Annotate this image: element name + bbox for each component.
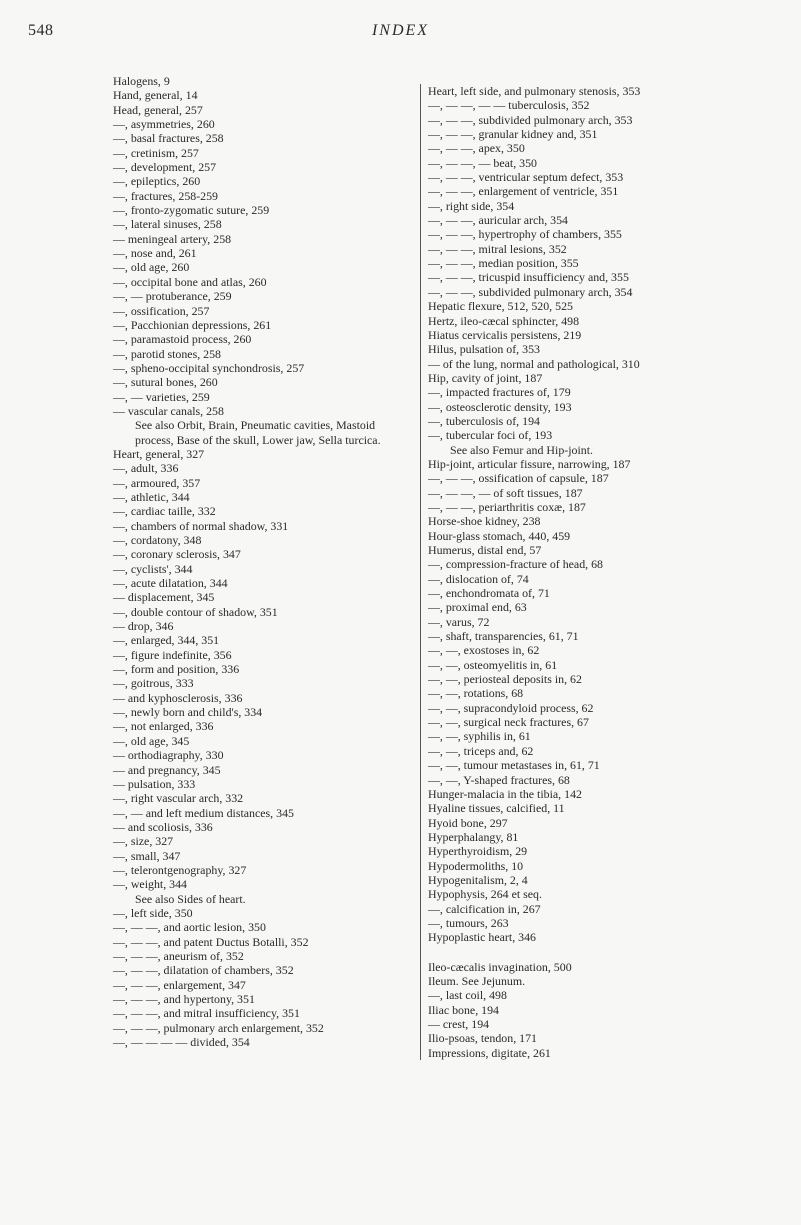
index-entry: —, paramastoid process, 260 [113,332,252,347]
index-entry: —, osteosclerotic density, 193 [428,399,572,414]
index-entry: —, development, 257 [113,160,217,175]
index-entry: —, nose and, 261 [113,246,197,261]
index-entry: —, double contour of shadow, 351 [113,604,278,619]
index-entry: —, parotid stones, 258 [113,346,221,361]
index-entry: Hiatus cervicalis persistens, 219 [428,327,582,342]
index-entry: —, —, periosteal deposits in, 62 [428,672,582,687]
index-entry: — meningeal artery, 258 [113,231,232,246]
index-entry: —, dislocation of, 74 [428,571,529,586]
index-entry: —, Pacchionian depressions, 261 [113,317,272,332]
index-entry: — pulsation, 333 [113,776,196,791]
index-entry: —, — protuberance, 259 [113,289,232,304]
index-entry: Hour-glass stomach, 440, 459 [428,528,571,543]
index-entry: —, goitrous, 333 [113,676,194,691]
index-entry: —, calcification in, 267 [428,901,541,916]
index-entry: —, adult, 336 [113,461,179,476]
index-entry: —, enchondromata of, 71 [428,586,550,601]
index-entry: — vascular canals, 258 [113,403,224,418]
index-entry: —, —, tumour metastases in, 61, 71 [428,758,600,773]
index-entry: Hip-joint, articular fissure, narrowing, 187 [428,456,631,471]
index-entry: —, — —, and hypertony, 351 [113,992,255,1006]
index-entry: — crest, 194 [428,1017,490,1031]
see-also-reference: See also Femur and Hip-joint. [450,442,593,457]
index-entry: —, — —, apex, 350 [428,141,525,156]
index-entry: —, basal fractures, 258 [113,131,224,146]
index-entry: — orthodiagraphy, 330 [113,748,224,763]
index-entry: —, form and position, 336 [113,662,240,677]
index-entry: —, telerontgenography, 327 [113,862,247,877]
index-entry: —, — —, subdivided pulmonary arch, 353 [428,112,633,127]
index-entry: Hepatic flexure, 512, 520, 525 [428,299,573,314]
index-entry: —, right vascular arch, 332 [113,791,244,806]
index-entry: —, — —, ventricular septum defect, 353 [428,170,624,185]
index-entry: —, newly born and child's, 334 [113,705,263,720]
index-gap [428,945,788,960]
see-also-reference: See also Orbit, Brain, Pneumatic cavities, Mastoid process, Base of the skull, Lower jaw, Sella turcica. [135,418,381,447]
index-entry: Ileum. See Jejunum. [428,973,526,988]
index-entry: Ileo-cæcalis invagination, 500 [428,959,572,974]
index-entry: —, — —, aneurism of, 352 [113,948,244,963]
index-entry: Hilus, pulsation of, 353 [428,342,540,357]
index-entry: —, — —, enlargement, 347 [113,977,246,992]
index-entry: — and scoliosis, 336 [113,819,213,834]
index-entry: Head, general, 257 [113,102,203,117]
index-entry: —, armoured, 357 [113,475,201,490]
index-entry: —, impacted fractures of, 179 [428,385,571,400]
index-entry: —, fronto-zygomatic suture, 259 [113,203,270,218]
index-entry: —, —, syphilis in, 61 [428,729,531,744]
index-entry: —, compression-fracture of head, 68 [428,557,603,572]
index-entry: — and pregnancy, 345 [113,762,221,777]
index-entry: Horse-shoe kidney, 238 [428,514,541,529]
index-entry: —, epileptics, 260 [113,174,201,189]
index-entry: —, — —, mitral lesions, 352 [428,241,567,256]
index-entry: —, — —, and mitral insufficiency, 351 [113,1006,300,1021]
index-entry: —, —, rotations, 68 [428,686,524,701]
index-entry: Hunger-malacia in the tibia, 142 [428,786,582,801]
index-entry: —, lateral sinuses, 258 [113,217,222,232]
index-entry: —, old age, 260 [113,260,190,275]
index-entry: —, — —, median position, 355 [428,256,579,271]
index-entry: Impressions, digitate, 261 [428,1045,551,1060]
index-entry: —, cordatony, 348 [113,533,202,547]
index-entry: —, proximal end, 63 [428,600,527,615]
index-entry: —, asymmetries, 260 [113,117,215,132]
index-entry: Ilio-psoas, tendon, 171 [428,1031,537,1046]
index-entry: —, — —, and aortic lesion, 350 [113,920,266,935]
index-entry: —, weight, 344 [113,877,187,892]
index-column-right [420,84,788,1060]
index-entry: Heart, general, 327 [113,446,205,461]
index-entry: —, small, 347 [113,848,181,863]
index-entry: —, —, triceps and, 62 [428,743,534,758]
index-entry: —, last coil, 498 [428,988,507,1003]
index-entry: —, — —, hypertrophy of chambers, 355 [428,227,622,242]
index-entry: — displacement, 345 [113,590,215,605]
index-entry: —, — —, and patent Ductus Botalli, 352 [113,934,309,949]
index-entry: Hypophysis, 264 et seq. [428,887,542,902]
index-entry: —, shaft, transparencies, 61, 71 [428,629,579,644]
index-entry: —, — —, subdivided pulmonary arch, 354 [428,284,633,299]
index-entry: —, — — — — divided, 354 [113,1035,250,1050]
index-entry: —, chambers of normal shadow, 331 [113,518,289,533]
index-entry: Hip, cavity of joint, 187 [428,370,543,385]
index-entry: —, — —, dilatation of chambers, 352 [113,963,294,978]
index-entry: —, — —, granular kidney and, 351 [428,127,598,142]
index-entry: —, tubercular foci of, 193 [428,428,553,443]
running-head: INDEX [371,22,430,39]
index-entry: —, sutural bones, 260 [113,375,218,390]
index-entry: Humerus, distal end, 57 [428,543,542,557]
index-entry: —, cardiac taille, 332 [113,504,216,519]
index-entry: —, acute dilatation, 344 [113,576,228,591]
index-entry: — of the lung, normal and pathological, 310 [428,356,640,371]
index-entry: —, tuberculosis of, 194 [428,413,540,428]
index-entry: —, — —, — beat, 350 [428,155,537,170]
index-entry: Hyaline tissues, calcified, 11 [428,801,565,816]
index-entry: Hyperthyroidism, 29 [428,844,528,859]
index-entry: —, — —, tricuspid insufficiency and, 355 [428,270,629,285]
index-entry: —, — —, periarthritis coxæ, 187 [428,499,586,514]
index-column-left [113,74,413,1049]
page-number: 548 [28,22,54,39]
index-entry: — drop, 346 [113,619,174,634]
index-entry: —, enlarged, 344, 351 [113,633,220,648]
index-entry: —, —, exostoses in, 62 [428,643,540,658]
index-entry: —, not enlarged, 336 [113,719,214,734]
index-entry: —, tumours, 263 [428,915,509,930]
index-entry: —, right side, 354 [428,198,515,213]
index-entry: — and kyphosclerosis, 336 [113,690,243,705]
index-entry: Hertz, ileo-cæcal sphincter, 498 [428,313,580,328]
index-entry: —, size, 327 [113,834,174,849]
index-entry: —, varus, 72 [428,614,490,629]
index-entry: —, — —, — of soft tissues, 187 [428,485,583,500]
index-entry: —, —, Y-shaped fractures, 68 [428,772,570,787]
index-entry: —, — —, auricular arch, 354 [428,213,568,228]
index-entry: —, — —, ossification of capsule, 187 [428,471,609,486]
index-entry: Hyperphalangy, 81 [428,829,519,844]
index-entry: Hyoid bone, 297 [428,815,508,830]
index-entry: —, — varieties, 259 [113,389,210,404]
index-entry: Hand, general, 14 [113,88,198,103]
index-entry: —, fractures, 258-259 [113,188,219,203]
index-entry: —, —, osteomyelitis in, 61 [428,657,558,672]
index-entry: —, — —, enlargement of ventricle, 351 [428,184,619,199]
index-entry: —, left side, 350 [113,905,193,920]
index-entry: —, — and left medium distances, 345 [113,805,294,820]
index-entry: —, ossification, 257 [113,303,210,318]
index-entry: —, figure indefinite, 356 [113,647,232,662]
index-entry: —, cyclists', 344 [113,561,193,576]
page-header [0,22,801,46]
index-entry: Halogens, 9 [113,74,170,88]
index-entry: —, —, surgical neck fractures, 67 [428,715,589,730]
index-entry: Heart, left side, and pulmonary stenosis, 353 [428,84,641,98]
index-entry: Hypoplastic heart, 346 [428,930,536,945]
index-entry: Hypogenitalism, 2, 4 [428,872,528,887]
index-entry: —, occipital bone and atlas, 260 [113,274,267,289]
index-entry: —, athletic, 344 [113,489,190,504]
index-entry: Hypodermoliths, 10 [428,858,524,873]
index-entry: —, —, supracondyloid process, 62 [428,700,594,715]
index-entry: —, coronary sclerosis, 347 [113,547,241,562]
index-entry: —, — —, pulmonary arch enlargement, 352 [113,1020,324,1035]
index-entry: Iliac bone, 194 [428,1002,499,1017]
see-also-reference: See also Sides of heart. [135,891,246,906]
index-entry: —, spheno-occipital synchondrosis, 257 [113,360,305,375]
index-entry: —, cretinism, 257 [113,145,199,160]
index-entry: —, old age, 345 [113,733,190,748]
index-entry: —, — —, — — tuberculosis, 352 [428,98,590,113]
